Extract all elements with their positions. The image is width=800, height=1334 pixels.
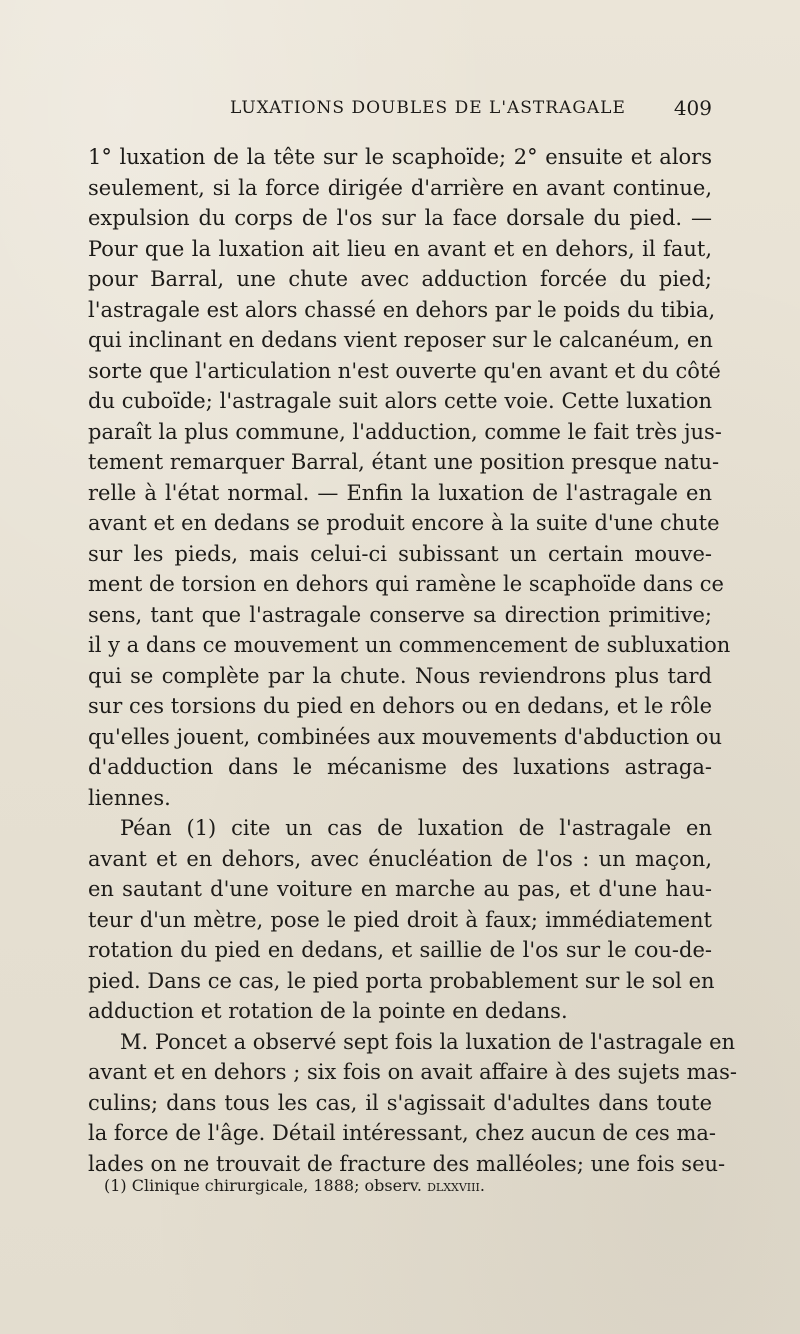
text-line: expulsion du corps de l'os sur la face dorsale du pied. — <box>88 206 712 230</box>
text-line: seulement, si la force dirigée d'arrière en avant continue, <box>88 175 712 200</box>
page-header <box>230 98 712 124</box>
text-line: la force de l'âge. Détail intéressant, chez aucun de ces ma- <box>88 1121 717 1145</box>
text-line: M. Poncet a observé sept fois la luxation de l'astragale en <box>120 1029 736 1054</box>
text-line: adduction et rotation de la pointe en dedans. <box>88 999 568 1023</box>
text-line: paraît la plus commune, l'adduction, comme le fait très jus- <box>88 419 722 444</box>
page-number: 409 <box>673 96 712 120</box>
text-line: sur les pieds, mais celui-ci subissant un certain mouve- <box>88 541 712 566</box>
text-line: il y a dans ce mouvement un commencement de subluxation <box>88 633 731 657</box>
body-text <box>88 142 737 1179</box>
text-line: Pour que la luxation ait lieu en avant et en dehors, il faut, <box>88 236 712 261</box>
footnote-observation-number: dlxxviii. <box>427 1176 485 1195</box>
text-line: d'adduction dans le mécanisme des luxations astraga- <box>88 755 712 779</box>
text-line: l'astragale est alors chassé en dehors par le poids du tibia, <box>88 297 716 322</box>
text-line: pied. Dans ce cas, le pied porta probablement sur le sol en <box>88 968 715 993</box>
text-line: sur ces torsions du pied en dehors ou en dedans, et le rôle <box>88 694 712 718</box>
footnote <box>104 1176 485 1195</box>
text-line: qu'elles jouent, combinées aux mouvements d'abduction ou <box>88 724 722 749</box>
text-line: 1° luxation de la tête sur le scaphoïde; 2° ensuite et alors <box>88 145 712 169</box>
text-line: liennes. <box>88 785 171 810</box>
text-line: sorte que l'articulation n'est ouverte qu'en avant et du côté <box>88 358 721 383</box>
text-line: ment de torsion en dehors qui ramène le scaphoïde dans ce <box>88 572 724 596</box>
text-line: tement remarquer Barral, étant une position presque natu- <box>88 450 720 474</box>
text-line: du cuboïde; l'astragale suit alors cette voie. Cette luxation <box>88 389 712 413</box>
text-line: relle à l'état normal. — Enfin la luxation de l'astragale en <box>88 480 712 505</box>
text-line: avant et en dehors, avec énucléation de l'os : un maçon, <box>88 846 712 871</box>
text-line: pour Barral, une chute avec adduction forcée du pied; <box>88 267 712 291</box>
text-line: avant et en dehors ; six fois on avait affaire à des sujets mas- <box>88 1060 737 1084</box>
text-line: qui se complète par la chute. Nous reviendrons plus tard <box>88 663 712 688</box>
running-title: LUXATIONS DOUBLES DE L'ASTRAGALE <box>230 98 626 118</box>
text-line: en sautant d'une voiture en marche au pas, et d'une hau- <box>88 877 712 901</box>
text-line: lades on ne trouvait de fracture des malléoles; une fois seu- <box>88 1151 726 1176</box>
text-line: culins; dans tous les cas, il s'agissait d'adultes dans toute <box>88 1090 712 1115</box>
text-line: sens, tant que l'astragale conserve sa direction primitive; <box>88 602 712 627</box>
text-line: rotation du pied en dedans, et saillie de l'os sur le cou-de- <box>88 938 712 962</box>
footnote-text: (1) Clinique chirurgicale, 1888; observ. <box>104 1176 422 1195</box>
text-line: avant et en dedans se produit encore à la suite d'une chute <box>88 511 720 535</box>
text-line: teur d'un mètre, pose le pied droit à faux; immédiatement <box>88 907 712 932</box>
text-line: Péan (1) cite un cas de luxation de l'astragale en <box>120 816 712 840</box>
text-line: qui inclinant en dedans vient reposer sur le calcanéum, en <box>88 328 713 352</box>
